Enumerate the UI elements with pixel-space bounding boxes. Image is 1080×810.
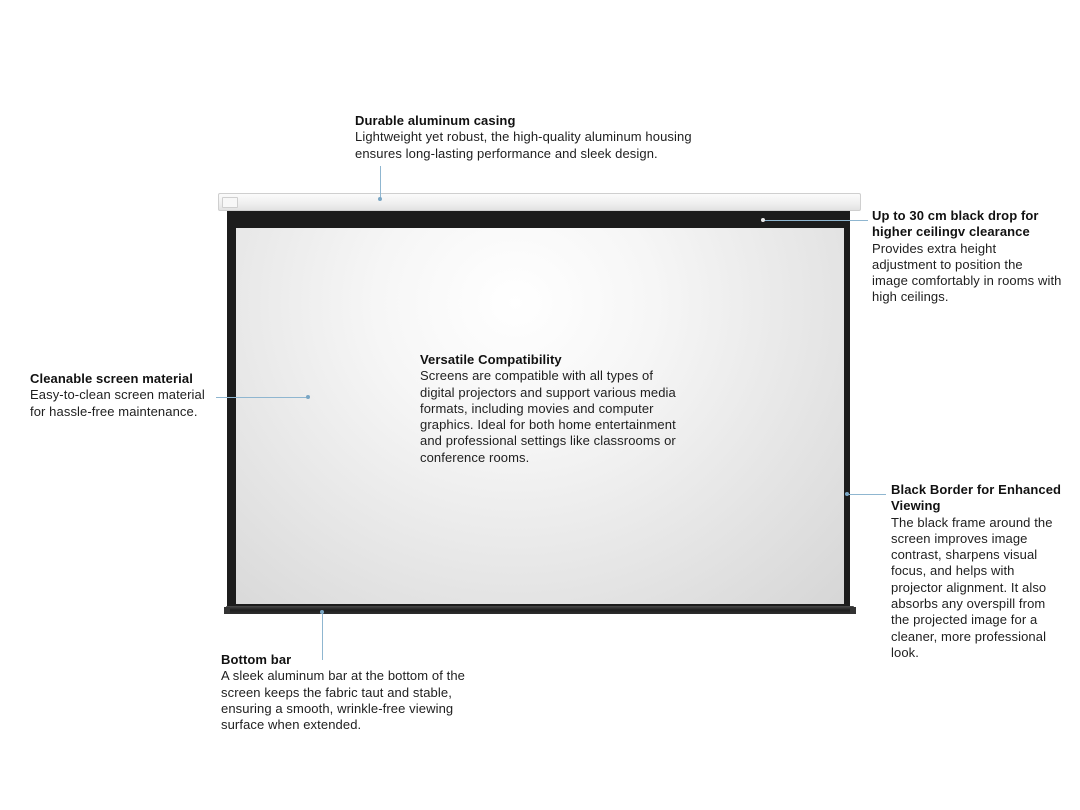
casing-leader-dot [378, 197, 382, 201]
callout-border-desc: The black frame around the screen improves image contrast, sharpens visual focus, and helps with projector alignment. It also absorbs any overspill from the projected image for a cleaner, more professional look. [891, 514, 1053, 660]
callout-black-drop-desc: Provides extra height adjustment to position the image comfortably in rooms with high ceilings. [872, 240, 1062, 305]
cleanable-leader-line [216, 397, 309, 398]
callout-versatile [420, 352, 676, 466]
black-drop-leader-dot [761, 218, 765, 222]
callout-cleanable [30, 371, 222, 420]
aluminum-casing [218, 193, 861, 211]
callout-cleanable-desc: Easy-to-clean screen material for hassle-free maintenance. [30, 387, 205, 419]
callout-versatile-title: Versatile Compatibility [420, 352, 562, 367]
callout-bottom-bar-desc: A sleek aluminum bar at the bottom of the screen keeps the fabric taut and stable, ensuring a smooth, wrinkle-free viewing surface when extended. [221, 668, 466, 733]
callout-black-drop-title: Up to 30 cm black drop for higher ceilingv clearance [872, 208, 1039, 240]
black-drop-leader-line [764, 220, 868, 221]
callout-versatile-desc: Screens are compatible with all types of digital projectors and support various media formats, including movies and computer graphics. Ideal for both home entertainment and professional settings like classrooms or conference rooms. [420, 368, 676, 465]
bottom-bar-leader-dot [320, 610, 324, 614]
callout-border-title: Black Border for Enhanced Viewing [891, 482, 1062, 514]
callout-casing [355, 113, 725, 162]
cleanable-leader-dot [306, 395, 310, 399]
callout-bottom-bar-title: Bottom bar [221, 652, 292, 667]
callout-bottom-bar [221, 652, 483, 733]
callout-cleanable-title: Cleanable screen material [30, 371, 193, 386]
casing-leader-line [380, 166, 381, 198]
callout-casing-title: Durable aluminum casing [355, 113, 516, 128]
callout-black-drop [872, 208, 1062, 306]
border-leader-line [848, 494, 886, 495]
bottom-bar-end-left [224, 607, 230, 614]
callout-border [891, 482, 1063, 661]
bottom-bar-end-right [850, 607, 856, 614]
border-leader-dot [845, 492, 849, 496]
callout-casing-desc: Lightweight yet robust, the high-quality aluminum housing ensures long-lasting performance and sleek design. [355, 129, 692, 161]
casing-end-cap [222, 197, 238, 208]
